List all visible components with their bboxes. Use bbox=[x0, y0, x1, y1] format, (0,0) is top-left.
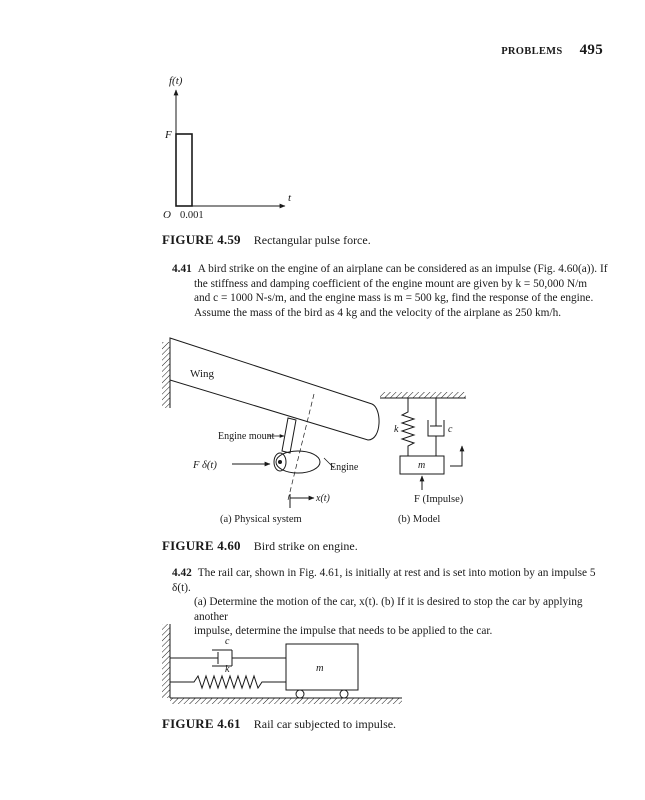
problem-number: 4.41 bbox=[172, 263, 192, 275]
wall-hatch bbox=[162, 342, 170, 408]
problem-line-2: the stiffness and damping coefficient of the engine mount are given by k = 50,000 N/m bbox=[194, 277, 588, 290]
wing-label: Wing bbox=[190, 368, 214, 380]
caption-text: Rail car subjected to impulse. bbox=[253, 717, 397, 731]
page-number: 495 bbox=[579, 42, 603, 58]
k-label: k bbox=[225, 664, 230, 675]
m-label: m bbox=[316, 663, 324, 674]
problem-line-1: The rail car, shown in Fig. 4.61, is initially at rest and is set into motion by an impulse 5 δ(t). bbox=[172, 567, 596, 594]
problem-line-1: A bird strike on the engine of an airplane can be considered as an impulse (Fig. 4.60(a)). If bbox=[197, 263, 608, 275]
problem-line-2: (a) Determine the motion of the car, x(t). (b) If it is desired to stop the car by applying another bbox=[194, 596, 583, 623]
caption-number: FIGURE 4.60 bbox=[162, 538, 241, 553]
impulse-label: F (Impulse) bbox=[414, 494, 464, 505]
width-label: 0.001 bbox=[180, 210, 204, 221]
x-axis-label: t bbox=[288, 192, 292, 204]
caption-number: FIGURE 4.61 bbox=[162, 716, 241, 731]
figure-4-60-drawing bbox=[160, 328, 620, 528]
m-label: m bbox=[418, 460, 426, 471]
force-label: F bbox=[165, 129, 172, 141]
problem-line-4: Assume the mass of the bird as 4 kg and the velocity of the airplane as 250 km/h. bbox=[194, 306, 562, 319]
y-axis-label: f(t) bbox=[169, 75, 183, 87]
wheel-right bbox=[340, 690, 348, 698]
problem-line-3: impulse, determine the impulse that needs to be applied to the car. bbox=[194, 625, 493, 638]
pulse-rect bbox=[176, 134, 192, 206]
problem-line-3: and c = 1000 N-s/m, and the engine mass is m = 500 kg, find the response of the engine. bbox=[194, 292, 594, 305]
mount-label: Engine mount bbox=[218, 431, 275, 442]
left-wall-hatch bbox=[162, 624, 170, 698]
c-label: c bbox=[448, 424, 453, 435]
displacement-arrow bbox=[450, 446, 462, 466]
fan-hub bbox=[278, 460, 282, 464]
x-label: x(t) bbox=[316, 493, 330, 504]
wing-shape bbox=[170, 338, 379, 440]
caption-text: Rectangular pulse force. bbox=[253, 233, 371, 247]
problem-number: 4.42 bbox=[172, 567, 192, 579]
figure-4-59-caption bbox=[162, 232, 371, 248]
running-head bbox=[501, 42, 603, 59]
section-title: PROBLEMS bbox=[501, 46, 563, 57]
wheel-left bbox=[296, 690, 304, 698]
c-label: c bbox=[225, 636, 230, 647]
engine-mount-strut bbox=[282, 418, 296, 453]
model-ceiling-hatch bbox=[380, 392, 466, 398]
figure-4-61-drawing bbox=[160, 620, 410, 710]
figure-4-60-caption bbox=[162, 538, 358, 554]
subcaption-a: (a) Physical system bbox=[220, 514, 302, 525]
subcaption-b: (b) Model bbox=[398, 514, 441, 525]
figure-4-59-plot bbox=[150, 70, 310, 225]
problem-4-41 bbox=[172, 262, 612, 320]
ground-hatch bbox=[170, 698, 402, 704]
force-label: F δ(t) bbox=[193, 460, 217, 471]
caption-number: FIGURE 4.59 bbox=[162, 232, 241, 247]
engine-label: Engine bbox=[330, 462, 359, 473]
spring bbox=[402, 398, 414, 456]
origin-label: O bbox=[163, 209, 171, 221]
centerline bbox=[288, 394, 314, 500]
caption-text: Bird strike on engine. bbox=[253, 539, 358, 553]
spring bbox=[170, 676, 286, 688]
k-label: k bbox=[394, 424, 399, 435]
figure-4-61-caption bbox=[162, 716, 396, 732]
